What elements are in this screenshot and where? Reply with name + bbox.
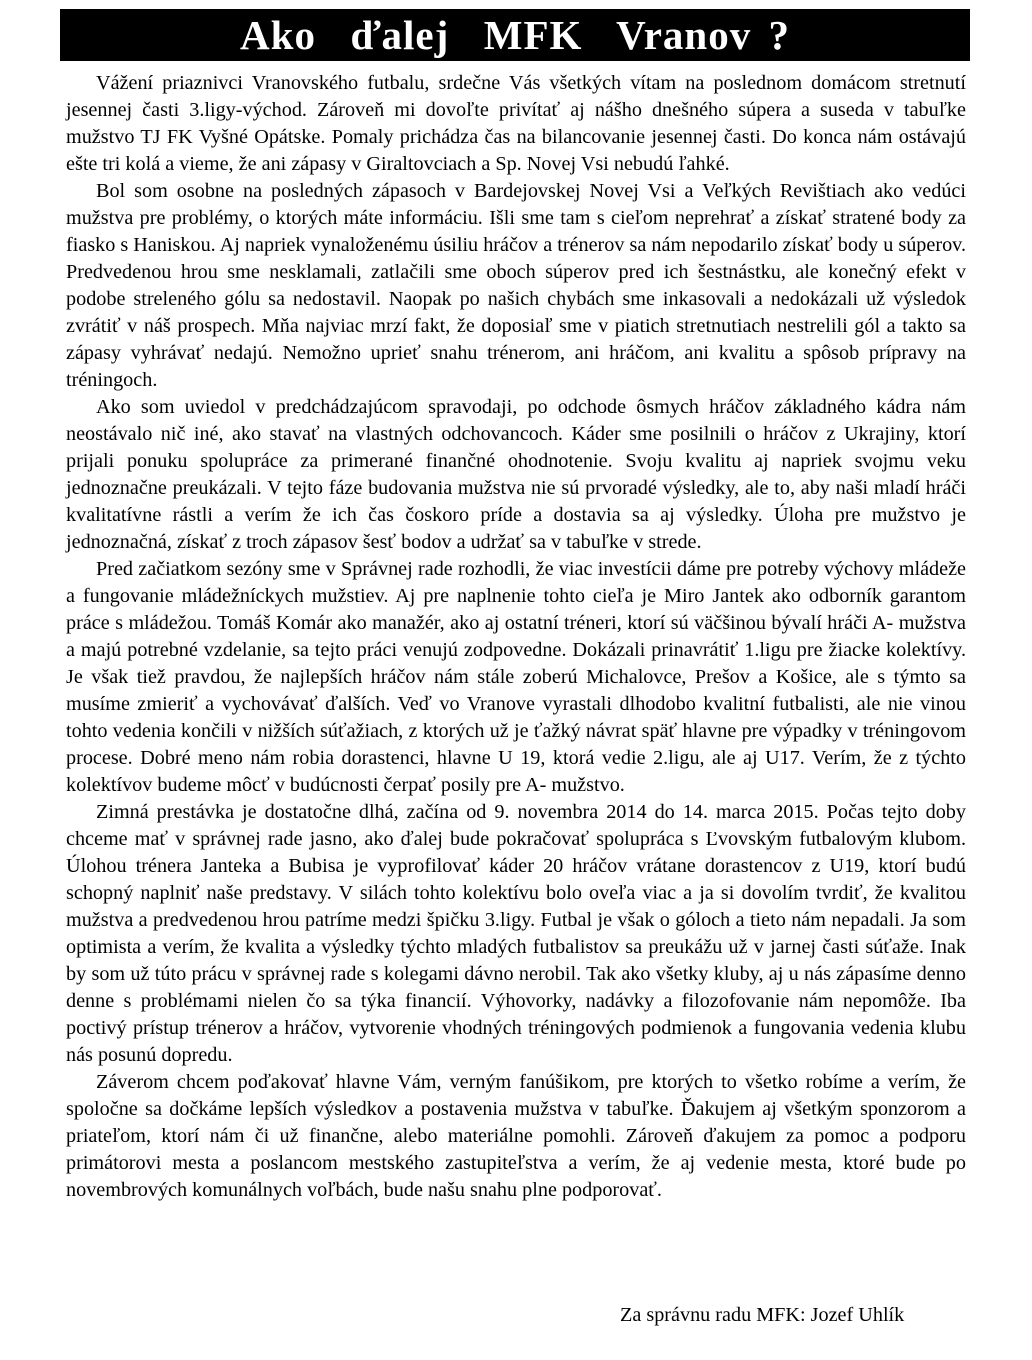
- article-paragraph: Záverom chcem poďakovať hlavne Vám, verným fanúšikom, pre ktorých to všetko robíme a verím, že spoločne sa dočkáme lepších výsledkov a postavenia mužstva v tabuľke. Ďakujem aj všetkým sponzorom a priateľom, ktorí nám či už finančne, alebo materiálne pomohli. Zároveň ďakujem za pomoc a podporu primátorovi mesta a poslancom mestského zastupiteľstva a verím, že aj vedenie mesta, ktoré bude po novembrových komunálnych voľbách, bude našu snahu plne podporovať.: [66, 1071, 966, 1201]
- article-paragraph: Pred začiatkom sezóny sme v Správnej rade rozhodli, že viac investícii dáme pre potreby výchovy mládeže a fungovanie mládežníckych mužstiev. Aj pre naplnenie tohto cieľa je Miro Jantek ako odborník garantom práce s mládežou. Tomáš Komár ako manažér, ako aj ostatní tréneri, ktorí sú väčšinou bývalí hráči A- mužstva a majú potrebné vzdelanie, sa tejto práci venujú zodpovedne. Dokázali prinavrátiť 1.ligu pre žiacke kolektívy. Je však tiež pravdou, že najlepších hráčov nám stále zoberú Michalovce, Prešov a Košice, ale s týmto sa musíme zmieriť a vychovávať ďalších. Veď vo Vranove vyrastali dlhodobo kvalitní futbalisti, ale nie vinou tohto vedenia končili v nižších súťažiach, z ktorých už je ťažký návrat späť hlavne pre výpadky v tréningovom procese. Dobré meno nám robia dorastenci, hlavne U 19, ktorá vedie 2.ligu, ale aj U17. Verím, že z týchto kolektívov budeme môcť v budúcnosti čerpať posily pre A- mužstvo.: [66, 558, 966, 796]
- article-paragraph: Bol som osobne na posledných zápasoch v Bardejovskej Novej Vsi a Veľkých Revištiach ako vedúci mužstva pre problémy, o ktorých máte informáciu. Išli sme tam s cieľom neprehrať a získať stratené body za fiasko s Haniskou. Aj napriek vynaloženému úsiliu hráčov a trénerov sa nám nepodarilo získať body u súperov. Predvedenou hrou sme nesklamali, zatlačili sme oboch súperov pred ich šestnástku, ale konečný efekt v podobe streleného gólu sa nedostavil. Naopak po našich chybách sme inkasovali a nedokázali už výsledok zvrátiť v náš prospech. Mňa najviac mrzí fakt, že doposiaľ sme v piatich stretnutiach nestrelili gól a takto sa zápasy vyhrávať nedajú. Nemožno uprieť snahu trénerom, ani hráčom, ani kvalitu a spôsob prípravy na tréningoch.: [66, 180, 966, 391]
- author-signature: Za správnu radu MFK: Jozef Uhlík: [620, 1304, 905, 1326]
- article-paragraph: Zimná prestávka je dostatočne dlhá, začína od 9. novembra 2014 do 14. marca 2015. Počas tejto doby chceme mať v správnej rade jasno, ako ďalej bude pokračovať spolupráca s Ľvovským futbalovým klubom. Úlohou trénera Janteka a Bubisa je vyprofilovať káder 20 hráčov vrátane dorastencov z U19, ktorí budú schopný naplniť naše predstavy. V silách tohto kolektívu bolo oveľa viac a ja si dovolím tvrdiť, že kvalitou mužstva a predvedenou hrou patríme medzi špičku 3.ligy. Futbal je však o góloch a tieto nám nepadali. Ja som optimista a verím, že kvalita a výsledky týchto mladých futbalistov sa preukážu už v jarnej časti súťaže. Inak by som už túto prácu v správnej rade s kolegami dávno nerobil. Tak ako všetky kluby, aj u nás zápasíme denno denne s problémami nielen čo sa týka financií. Výhovorky, nadávky a filozofovanie nám nepomôže. Iba poctivý prístup trénerov a hráčov, vytvorenie vhodných tréningových podmienok a fungovania vedenia klubu nás posunú dopredu.: [66, 801, 966, 1066]
- article-body: [66, 70, 966, 1204]
- article-paragraph: Ako som uviedol v predchádzajúcom spravodaji, po odchode ôsmych hráčov základného kádra nám neostávalo nič iné, ako stavať na vlastných odchovancoch. Káder sme posilnili o hráčov z Ukrajiny, ktorí prijali ponuku spolupráce za primerané finančné ohodnotenie. Svoju kvalitu aj napriek svojmu veku jednoznačne preukázali. V tejto fáze budovania mužstva nie sú prvoradé výsledky, ale to, aby naši mladí hráči kvalitatívne rástli a verím že ich čas čoskoro príde a dostavia sa aj výsledky. Úloha pre mužstvo je jednoznačná, získať z troch zápasov šesť bodov a udržať sa v tabuľke v strede.: [66, 396, 966, 553]
- article-paragraph: Vážení priaznivci Vranovského futbalu, srdečne Vás všetkých vítam na poslednom domácom stretnutí jesennej časti 3.ligy-východ. Zároveň mi dovoľte privítať aj nášho dnešného súpera a suseda v tabuľke mužstvo TJ FK Vyšné Opátske. Pomaly prichádza čas na bilancovanie jesennej časti. Do konca nám ostávajú ešte tri kolá a vieme, že ani zápasy v Giraltovciach a Sp. Novej Vsi nebudú ľahké.: [66, 72, 966, 175]
- title-banner: [60, 9, 970, 61]
- page-title: Ako ďalej MFK Vranov ?: [240, 11, 790, 58]
